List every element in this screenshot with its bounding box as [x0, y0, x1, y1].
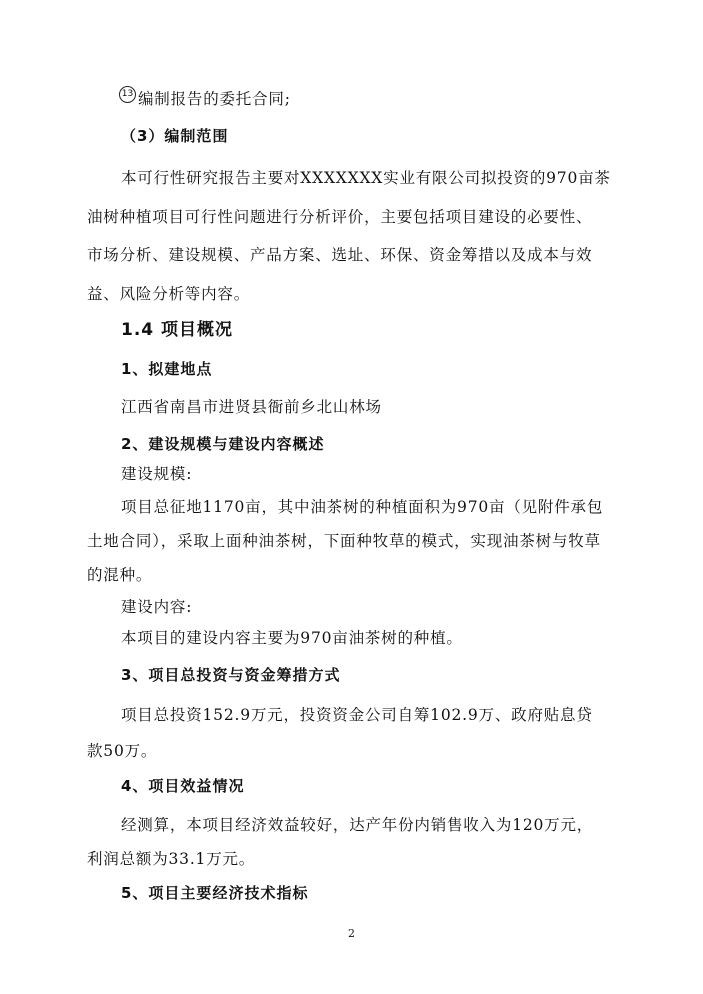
paragraph-line: 市场分析、建设规模、产品方案、选址、环保、资金筹措以及成本与效 — [87, 246, 593, 264]
location-text: 江西省南昌市进贤县衙前乡北山林场 — [121, 398, 382, 416]
paragraph-line: 项目总投资152.9万元，投资资金公司自筹102.9万、政府贴息贷 — [121, 706, 593, 724]
circled-number-marker: 13 — [119, 86, 136, 103]
paragraph-line: 利润总额为33.1万元。 — [87, 850, 256, 868]
subheading-scale-content: 2、建设规模与建设内容概述 — [121, 435, 325, 453]
paragraph-line: 油树种植项目可行性问题进行分析评价，主要包括项目建设的必要性、 — [87, 208, 593, 226]
page-number: 2 — [348, 927, 355, 940]
section-heading-project-overview: 1.4 项目概况 — [121, 320, 234, 340]
paragraph-line: 土地合同），采取上面种油茶树，下面种牧草的模式，实现油茶树与牧草 — [87, 532, 601, 550]
paragraph-line: 本可行性研究报告主要对XXXXXXX实业有限公司拟投资的970亩茶 — [121, 169, 611, 187]
paragraph-line: 的混种。 — [87, 566, 153, 584]
content-text: 本项目的建设内容主要为970亩油茶树的种植。 — [121, 629, 463, 647]
subheading-location: 1、拟建地点 — [121, 360, 213, 378]
content-label: 建设内容: — [121, 598, 193, 616]
paragraph-line: 经测算，本项目经济效益较好，达产年份内销售收入为120万元， — [121, 816, 594, 834]
paragraph-line: 益、风险分析等内容。 — [87, 285, 251, 303]
heading-compile-scope: （3）编制范围 — [121, 127, 229, 145]
paragraph-line: 项目总征地1170亩，其中油茶树的种植面积为970亩（见附件承包 — [121, 498, 604, 516]
paragraph-line: 款50万。 — [87, 742, 158, 760]
list-item-commission-contract: 编制报告的委托合同; — [138, 90, 291, 108]
scale-label: 建设规模: — [121, 465, 193, 483]
subheading-investment: 3、项目总投资与资金筹措方式 — [121, 666, 341, 684]
subheading-indicators: 5、项目主要经济技术指标 — [121, 884, 309, 902]
subheading-benefits: 4、项目效益情况 — [121, 777, 245, 795]
